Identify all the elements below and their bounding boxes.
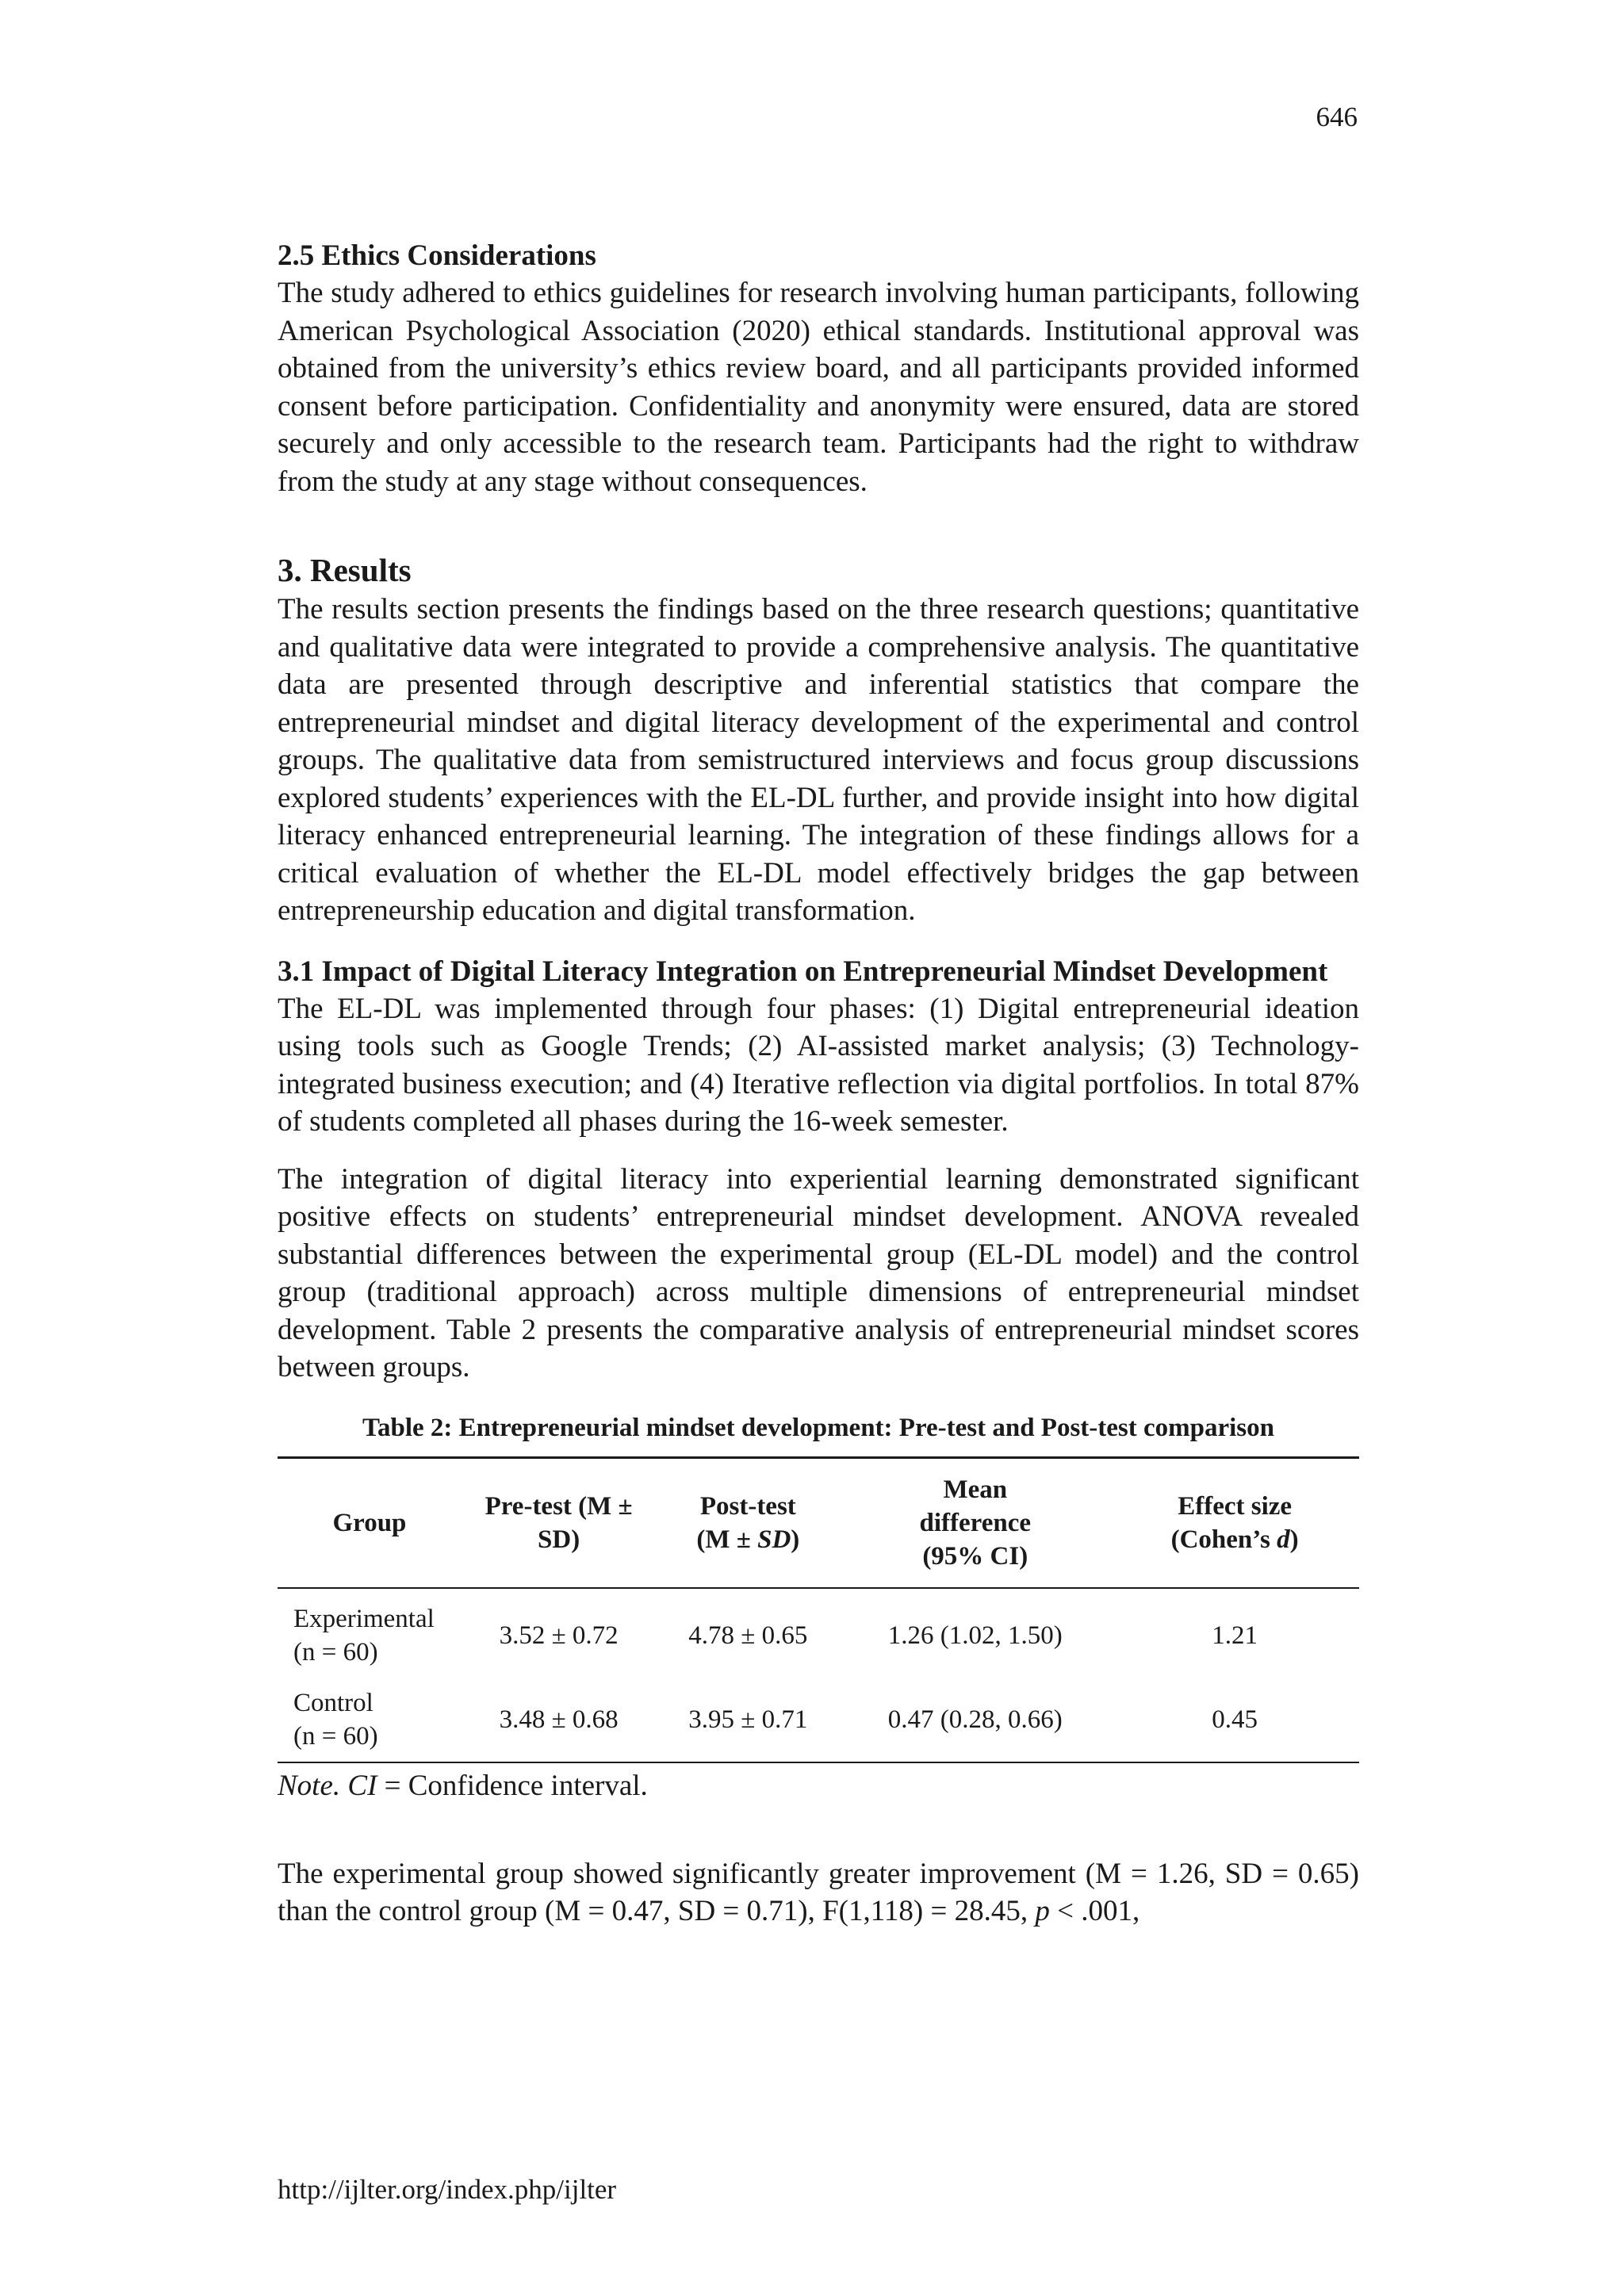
paragraph-ethics: The study adhered to ethics guidelines for research involving human participants, following American Psychological Association (2020) ethical standards. Institutional approval was obtained from the university’s ethics review board, and all participants provided informed consent before participation. Confidentiality and anonymity were ensured, data are stored securely and only accessible to the research team. Participants had the right to withdraw from the study at any stage without consequences. [278, 277, 1359, 498]
footer-url: http://ijlter.org/index.php/ijlter [278, 2174, 617, 2205]
header-pre-test: Pre-test (M ± SD) [462, 1457, 657, 1588]
cell-mean-difference: 0.47 (0.28, 0.66) [840, 1678, 1110, 1762]
paragraph-impact-1: The EL-DL was implemented through four phases: (1) Digital entrepreneurial ideation using tools such as Google Trends; (2) AI-assisted market analysis; (3) Technology-integrated business execution; and (4) Iterative reflection via digital portfolios. In total 87% of students completed all phases during the 16-week semester. [278, 992, 1359, 1138]
table-row [278, 1678, 1359, 1762]
table-note: Note. CI = Confidence interval. [278, 1769, 648, 1802]
cell-effect-size: 1.21 [1212, 1621, 1258, 1650]
paragraph-results: The results section presents the findings based on the three research questions; quantitative and qualitative data were integrated to provide a comprehensive analysis. The quantitative data are presented through descriptive and inferential statistics that compare the entrepreneurial mindset and digital literacy development of the experimental and control groups. The qualitative data from semistructured interviews and focus group discussions explored students’ experiences with the EL-DL further, and provide insight into how digital literacy enhanced entrepreneurial learning. The integration of these findings allows for a critical evaluation of whether the EL-DL model effectively bridges the gap between entrepreneurship education and digital transformation. [278, 593, 1359, 927]
section-heading-ethics: 2.5 Ethics Considerations [278, 239, 596, 272]
paragraph-closing: The experimental group showed significantly greater improvement (M = 1.26, SD = 0.65) than the control group (M = 0.47, SD = 0.71), F(1,118) = 28.45, p < .001, [278, 1857, 1359, 1927]
cell-pre-test: 3.52 ± 0.72 [499, 1621, 619, 1650]
cell-mean-difference: 1.26 (1.02, 1.50) [887, 1621, 1063, 1650]
section-ethics [278, 238, 1359, 500]
cell-effect-size: 0.45 [1110, 1678, 1359, 1762]
table-caption: Table 2: Entrepreneurial mindset development: Pre-test and Post-test comparison [362, 1413, 1275, 1442]
header-group: Group [278, 1457, 462, 1588]
header-mean-difference: Mean difference (95% CI) [840, 1457, 1110, 1588]
cell-group: Control (n = 60) [278, 1678, 462, 1762]
results-table [278, 1456, 1359, 1763]
page-number: 646 [1316, 101, 1358, 132]
cell-group: Experimental (n = 60) [293, 1604, 435, 1667]
header-post-test: Post-test (M ± SD) [656, 1457, 840, 1588]
table-2-block [278, 1410, 1359, 1806]
cell-post-test: 4.78 ± 0.65 [688, 1621, 808, 1650]
header-effect-size: Effect size (Cohen’s d) [1110, 1457, 1359, 1588]
section-heading-impact: 3.1 Impact of Digital Literacy Integration on Entrepreneurial Mindset Development [278, 955, 1328, 988]
table-row [278, 1588, 1359, 1678]
section-impact [278, 954, 1359, 1387]
page-content [278, 238, 1359, 1931]
cell-post-test: 3.95 ± 0.71 [656, 1678, 840, 1762]
cell-pre-test: 3.48 ± 0.68 [462, 1678, 657, 1762]
section-heading-results: 3. Results [278, 552, 412, 588]
table-header-row [278, 1457, 1359, 1588]
section-results [278, 549, 1359, 930]
paragraph-impact-2: The integration of digital literacy into experiential learning demonstrated significant positive effects on students’ entrepreneurial mindset development. ANOVA revealed substantial differences between the experimental group (EL-DL model) and the control group (traditional approach) across multiple dimensions of entrepreneurial mindset development. Table 2 presents the comparative analysis of entrepreneurial mindset scores between groups. [278, 1162, 1359, 1383]
